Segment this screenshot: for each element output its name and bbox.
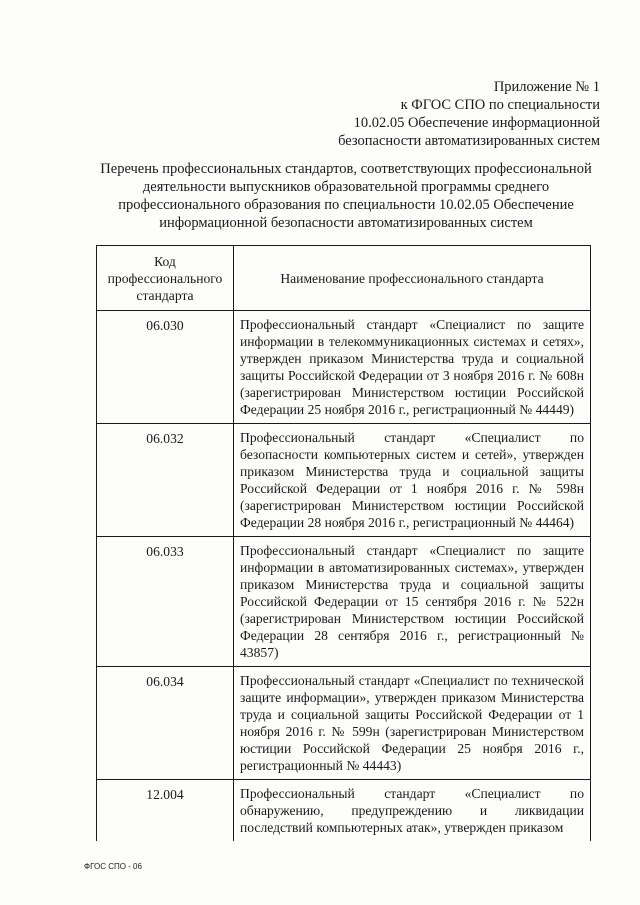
- standard-code: 12.004: [97, 780, 234, 842]
- appendix-line: к ФГОС СПО по специальности: [400, 97, 600, 113]
- appendix-line: 10.02.05 Обеспечение информационной: [353, 115, 600, 131]
- table-header-row: [97, 246, 591, 311]
- header-code-line: профессионального: [107, 270, 223, 286]
- standards-table: [96, 245, 591, 841]
- appendix-line: безопасности автоматизированных систем: [338, 133, 600, 149]
- heading-line: профессионального образования по специальности 10.02.05 Обеспечение: [118, 197, 574, 213]
- standard-description: Профессиональный стандарт «Специалист по защите информации в телекоммуникационных системах и сетях», утвержден приказом Министерства труда и социальной защиты Российской Федерации от 3 ноября 2016 г. № 608н (зарегистрирован Министерством юстиции Российской Федерации 25 ноября 2016 г., регистрационный № 44449): [234, 311, 591, 424]
- standard-code: 06.034: [97, 667, 234, 780]
- table-row: [97, 667, 591, 780]
- standard-code: 06.030: [97, 311, 234, 424]
- standard-description: Профессиональный стандарт «Специалист по защите информации в автоматизированных системах», утвержден приказом Министерства труда и социальной защиты Российской Федерации от 15 сентября 2016 г. № 522н (зарегистрирован Министерством юстиции Российской Федерации 28 сентября 2016 г., регистрационный № 43857): [234, 537, 591, 667]
- page-footer: ФГОС СПО - 06: [84, 862, 142, 871]
- table-row: [97, 311, 591, 424]
- header-code-line: Код: [154, 253, 176, 269]
- header-code: [97, 246, 234, 311]
- document-heading: [86, 160, 606, 232]
- table-row: [97, 780, 591, 842]
- standard-code: 06.033: [97, 537, 234, 667]
- standard-description: Профессиональный стандарт «Специалист по обнаружению, предупреждению и ликвидации последствий компьютерных атак», утвержден приказом: [234, 780, 591, 842]
- appendix-line: Приложение № 1: [493, 79, 600, 95]
- header-code-line: стандарта: [136, 287, 194, 303]
- heading-line: Перечень профессиональных стандартов, соответствующих профессиональной: [100, 161, 592, 177]
- standard-description: Профессиональный стандарт «Специалист по безопасности компьютерных систем и сетей», утвержден приказом Министерства труда и социальной защиты Российской Федерации от 1 ноября 2016 г. № 598н (зарегистрирован Министерством юстиции Российской Федерации 28 ноября 2016 г., регистрационный № 44464): [234, 424, 591, 537]
- table-row: [97, 537, 591, 667]
- appendix-reference: [300, 78, 600, 150]
- standard-code: 06.032: [97, 424, 234, 537]
- standard-description: Профессиональный стандарт «Специалист по технической защите информации», утвержден приказом Министерства труда и социальной защиты Российской Федерации от 1 ноября 2016 г. № 599н (зарегистрирован Министерством юстиции Российской Федерации 25 ноября 2016 г., регистрационный № 44443): [234, 667, 591, 780]
- header-name: Наименование профессионального стандарта: [234, 246, 591, 311]
- heading-line: деятельности выпускников образовательной программы среднего: [142, 179, 550, 195]
- heading-line: информационной безопасности автоматизированных систем: [159, 215, 533, 231]
- table-row: [97, 424, 591, 537]
